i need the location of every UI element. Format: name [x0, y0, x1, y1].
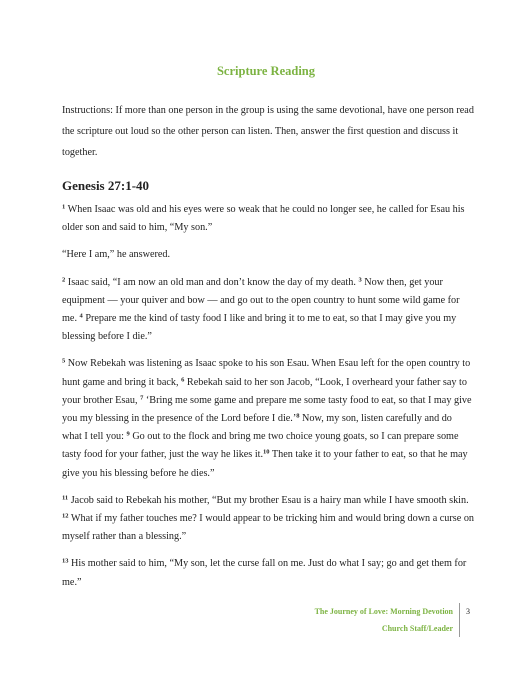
verse-paragraph	[62, 555, 474, 591]
verse-text: Go out to the flock and bring me two choice young goats, so I can prepare some tasty food for your father, just the way he likes it.	[62, 431, 459, 461]
verse-number: 5	[62, 357, 66, 365]
verse-paragraph	[62, 355, 474, 482]
verse-number: 12	[62, 512, 69, 520]
verse-number: 3	[358, 276, 362, 284]
verse-text: Jacob said to Rebekah his mother, “But my brother Esau is a hairy man while I have smooth skin.	[68, 494, 469, 506]
verse-number: 2	[62, 276, 66, 284]
scripture-reference: Genesis 27:1-40	[62, 178, 150, 193]
verse-paragraph	[62, 201, 474, 237]
verse-text: What if my father touches me? I would appear to be tricking him and would bring down a curse on myself rather than a blessing.”	[62, 513, 475, 543]
instructions-text: Instructions: If more than one person in the group is using the same devotional, have one person read the scripture out loud so the other person can listen. Then, answer the first question and discuss it together.	[62, 105, 474, 158]
verse-text: Rebekah said to her son Jacob, “Look, I overheard your father say to your brother Esau,	[62, 376, 467, 406]
verse-paragraph	[62, 492, 474, 547]
verse-text: His mother said to him, “My son, let the curse fall on me. Just do what I say; go and get them for me.”	[62, 558, 467, 588]
verse-number: 1	[62, 203, 66, 211]
verse-number: 7	[140, 394, 144, 402]
verse-text: Now, my son, listen carefully and do what I tell you:	[62, 413, 452, 443]
page-number: 3	[466, 607, 470, 616]
verse-text: Isaac said, “I am now an old man and don’t know the day of my death.	[65, 276, 359, 288]
verse-number: 11	[62, 494, 69, 502]
verse-number: 4	[79, 312, 83, 320]
verse-text: When Isaac was old and his eyes were so weak that he could no longer see, he called for Esau his older son and said to him, “My son.”	[62, 204, 465, 234]
verse-text: Now Rebekah was listening as Isaac spoke to his son Esau. When Esau left for the open country to hunt game and bring it back,	[62, 358, 471, 388]
verse-text: Then take it to your father to eat, so that he may give you his blessing before he dies.”	[62, 449, 468, 479]
verse-paragraph	[62, 246, 474, 264]
scripture-passage	[62, 201, 474, 601]
footer-title: The Journey of Love: Morning Devotion	[314, 607, 453, 616]
verse-text: “Here I am,” he answered.	[62, 249, 171, 261]
footer-subtitle: Church Staff/Leader	[381, 624, 453, 633]
verse-number: 8	[296, 412, 300, 420]
verse-number: 6	[181, 376, 185, 384]
verse-number: 13	[62, 557, 69, 565]
verse-text: Prepare me the kind of tasty food I like and bring it to me to eat, so that I may give you my blessing before I die.”	[62, 313, 457, 343]
verse-text: Now then, get your equipment — your quiver and bow — and go out to the open country to hunt some wild game for me.	[62, 276, 460, 325]
section-heading: Scripture Reading	[216, 64, 316, 78]
page-footer	[315, 603, 470, 637]
verse-number: 10	[263, 448, 270, 456]
verse-text: ‘Bring me some game and prepare me some tasty food to eat, so that I may give you my blessing in the presence of the Lord before I die.’	[62, 394, 472, 425]
verse-number: 9	[126, 430, 130, 438]
verse-paragraph	[62, 274, 474, 347]
footer-text	[315, 603, 460, 637]
